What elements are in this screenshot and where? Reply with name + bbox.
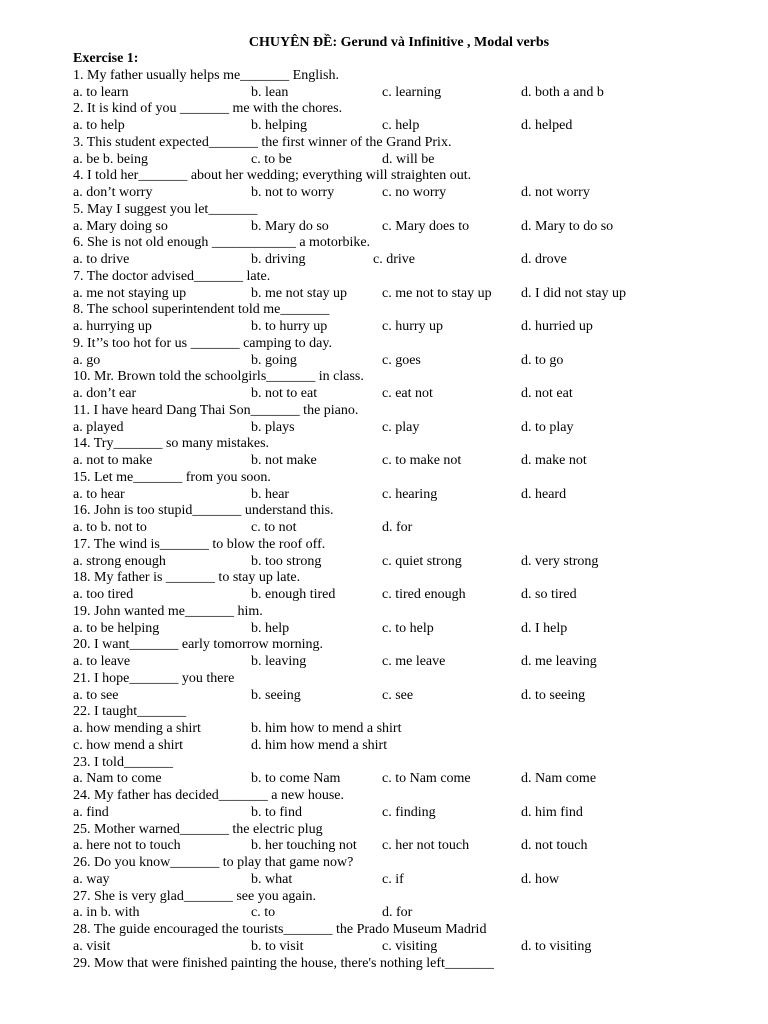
answer-option: a. me not staying up [73,285,187,301]
answer-options-row [73,152,753,169]
question-text: 11. I have heard Dang Thai Son_______ the piano. [73,402,359,418]
answer-option: d. Nam come [521,771,597,787]
answer-option: a. to be helping [73,620,160,636]
answer-option: c. no worry [382,185,447,200]
answer-option: a. too tired [73,587,134,602]
answer-option: b. enough tired [251,587,336,602]
answer-option: d. will be [382,151,435,167]
question-text: 14. Try_______ so many mistakes. [73,436,270,452]
answer-option: d. heard [521,486,567,502]
answer-option: c. learning [382,84,442,100]
answer-option: c. quiet strong [382,553,462,569]
answer-option: b. going [251,352,297,368]
answer-options-row [73,721,753,738]
question-text: 8. The school superintendent told me_______ [73,302,330,318]
answer-option: a. how mending a shirt [73,721,201,736]
answer-options-row [73,771,753,788]
answer-option: a. find [73,804,109,820]
answer-option: c. if [382,871,404,887]
answer-option: b. him how to mend a shirt [251,721,402,736]
answer-option: c. me leave [382,654,446,669]
answer-option: d. him how mend a shirt [251,737,388,753]
answer-option: b. what [251,871,293,887]
answer-option: c. hearing [382,486,438,502]
question-text: 17. The wind is_______ to blow the roof off. [73,536,326,552]
answer-option: a. here not to touch [73,838,181,854]
answer-options-row [73,654,753,671]
question-text: 6. She is not old enough ____________ a motorbike. [73,235,371,251]
question-text: 25. Mother warned_______ the electric plug [73,821,323,837]
answer-option: d. to play [521,419,574,435]
answer-options-row [73,905,753,922]
answer-option: b. to hurry up [251,319,328,334]
answer-options-row [73,838,753,855]
answer-option: d. him find [521,804,583,820]
answer-option: a. to see [73,687,119,703]
answer-option: c. me not to stay up [382,285,492,301]
answer-option: d. hurried up [521,319,593,334]
answer-option: c. play [382,419,420,435]
answer-options-row [73,587,753,604]
question-text: 1. My father usually helps me_______ English. [73,67,339,83]
answer-option: a. in b. with [73,905,140,921]
answer-option: c. to Nam come [382,771,471,787]
question-text: 20. I want_______ early tomorrow morning. [73,637,324,653]
answer-option: c. tired enough [382,587,466,602]
answer-option: a. be b. being [73,151,149,167]
answer-options-row [73,453,753,470]
answer-option: d. Mary to do so [521,218,614,234]
answer-option: b. lean [251,84,289,100]
answer-option: c. goes [382,352,421,368]
answer-option: a. to help [73,118,125,133]
question-text: 10. Mr. Brown told the schoolgirls_______ in class. [73,369,364,385]
answer-option: b. me not stay up [251,285,348,301]
answer-option: d. very strong [521,553,599,569]
answer-option: c. see [382,687,414,703]
question-text: 21. I hope_______ you there [73,670,235,686]
answer-option: b. help [251,620,290,636]
question-text: 28. The guide encouraged the tourists_______ the Prado Museum Madrid [73,922,487,937]
answer-option: c. visiting [382,938,438,954]
answer-option: c. hurry up [382,319,444,334]
answer-options-row [73,353,753,370]
answer-options-row [73,85,753,102]
answer-option: b. not to eat [251,386,318,401]
answer-options-row [73,286,753,303]
answer-option: d. to seeing [521,687,586,703]
answer-option: d. helped [521,118,573,133]
answer-option: c. to [251,905,276,921]
answer-option: a. to hear [73,486,125,502]
answer-option: b. driving [251,252,306,267]
answer-option: b. to find [251,804,302,820]
answer-option: b. hear [251,486,290,502]
answer-option: c. Mary does to [382,218,470,234]
answer-options-row [73,805,753,822]
answer-option: d. me leaving [521,654,597,669]
answer-option: a. go [73,352,101,368]
answer-options-row [73,185,753,202]
answer-option: c. how mend a shirt [73,737,184,753]
question-text: 5. May I suggest you let_______ [73,201,258,217]
question-text: 15. Let me_______ from you soon. [73,469,271,485]
answer-option: a. to b. not to [73,520,147,535]
question-text: 4. I told her_______ about her wedding; everything will straighten out. [73,168,472,184]
answer-options-row [73,219,753,236]
answer-option: c. drive [373,252,415,267]
answer-option: a. don’t ear [73,386,137,401]
question-text: 9. It’’s too hot for us _______ camping to day. [73,335,332,351]
answer-options-row [73,118,753,135]
answer-option: b. her touching not [251,838,357,854]
document-title: CHUYÊN ĐỀ: Gerund và Infinitive , Modal verbs [248,35,550,50]
answer-option: c. to help [382,620,434,636]
question-text: 23. I told_______ [73,754,173,770]
question-text: 2. It is kind of you _______ me with the chores. [73,101,343,117]
answer-option: a. don’t worry [73,185,153,200]
answer-option: d. to visiting [521,938,592,954]
answer-option: d. so tired [521,587,577,602]
answer-options-row [73,487,753,504]
answer-option: b. Mary do so [251,218,329,234]
answer-option: b. too strong [251,553,322,569]
answer-option: d. how [521,871,560,887]
answer-option: d. for [382,520,413,535]
answer-options-row [73,872,753,889]
answer-option: d. both a and b [521,84,604,100]
answer-options-row [73,420,753,437]
answer-option: c. to be [251,151,292,167]
answer-option: b. not to worry [251,185,335,200]
answer-option: d. not eat [521,386,573,401]
answer-option: a. to leave [73,654,131,669]
answer-option: d. drove [521,252,567,267]
answer-option: c. eat not [382,386,433,401]
answer-option: d. make not [521,453,587,468]
answer-option: b. to come Nam [251,771,341,787]
answer-option: a. Mary doing so [73,218,168,234]
question-text: 22. I taught_______ [73,704,187,720]
answer-option: c. her not touch [382,838,470,854]
question-text: 24. My father has decided_______ a new house. [73,788,344,803]
answer-options-row [73,252,753,269]
answer-option: d. to go [521,352,564,368]
answer-option: a. not to make [73,453,153,468]
question-text: 26. Do you know_______ to play that game now? [73,855,354,870]
exercise-heading: Exercise 1: [73,51,139,66]
answer-option: c. finding [382,804,436,820]
answer-option: d. for [382,905,413,921]
question-text: 16. John is too stupid_______ understand this. [73,503,334,519]
answer-options-row [73,520,753,537]
answer-option: c. to not [251,520,297,535]
answer-option: a. played [73,419,124,435]
answer-option: a. hurrying up [73,319,152,334]
answer-option: a. to drive [73,252,130,267]
answer-option: b. plays [251,419,295,435]
answer-option: b. seeing [251,687,301,703]
answer-option: b. to visit [251,938,304,954]
answer-option: c. to make not [382,453,462,468]
answer-options-row [73,688,753,705]
answer-options-row [73,386,753,403]
question-text: 18. My father is _______ to stay up late. [73,570,301,586]
answer-option: a. Nam to come [73,771,162,787]
answer-options-row [73,319,753,336]
answer-option: a. visit [73,938,111,954]
answer-option: b. helping [251,118,307,133]
answer-option: d. I help [521,620,568,636]
answer-option: b. not make [251,453,317,468]
answer-options-row [73,554,753,571]
exercise-content [73,51,753,972]
answer-option: d. not touch [521,838,588,854]
answer-option: a. to learn [73,84,129,100]
answer-options-row [73,621,753,638]
answer-option: b. leaving [251,654,307,669]
question-text: 19. John wanted me_______ him. [73,603,263,619]
answer-options-row [73,939,753,956]
answer-options-row [73,738,753,755]
answer-option: d. not worry [521,185,590,200]
question-text: 27. She is very glad_______ see you again. [73,888,317,904]
question-text: 29. Mow that were finished painting the house, there's nothing left_______ [73,955,494,971]
answer-option: c. help [382,118,420,133]
question-text: 7. The doctor advised_______ late. [73,268,271,284]
answer-option: d. I did not stay up [521,285,626,301]
question-text: 3. This student expected_______ the first winner of the Grand Prix. [73,134,452,150]
answer-option: a. strong enough [73,553,166,569]
answer-option: a. way [73,871,110,887]
